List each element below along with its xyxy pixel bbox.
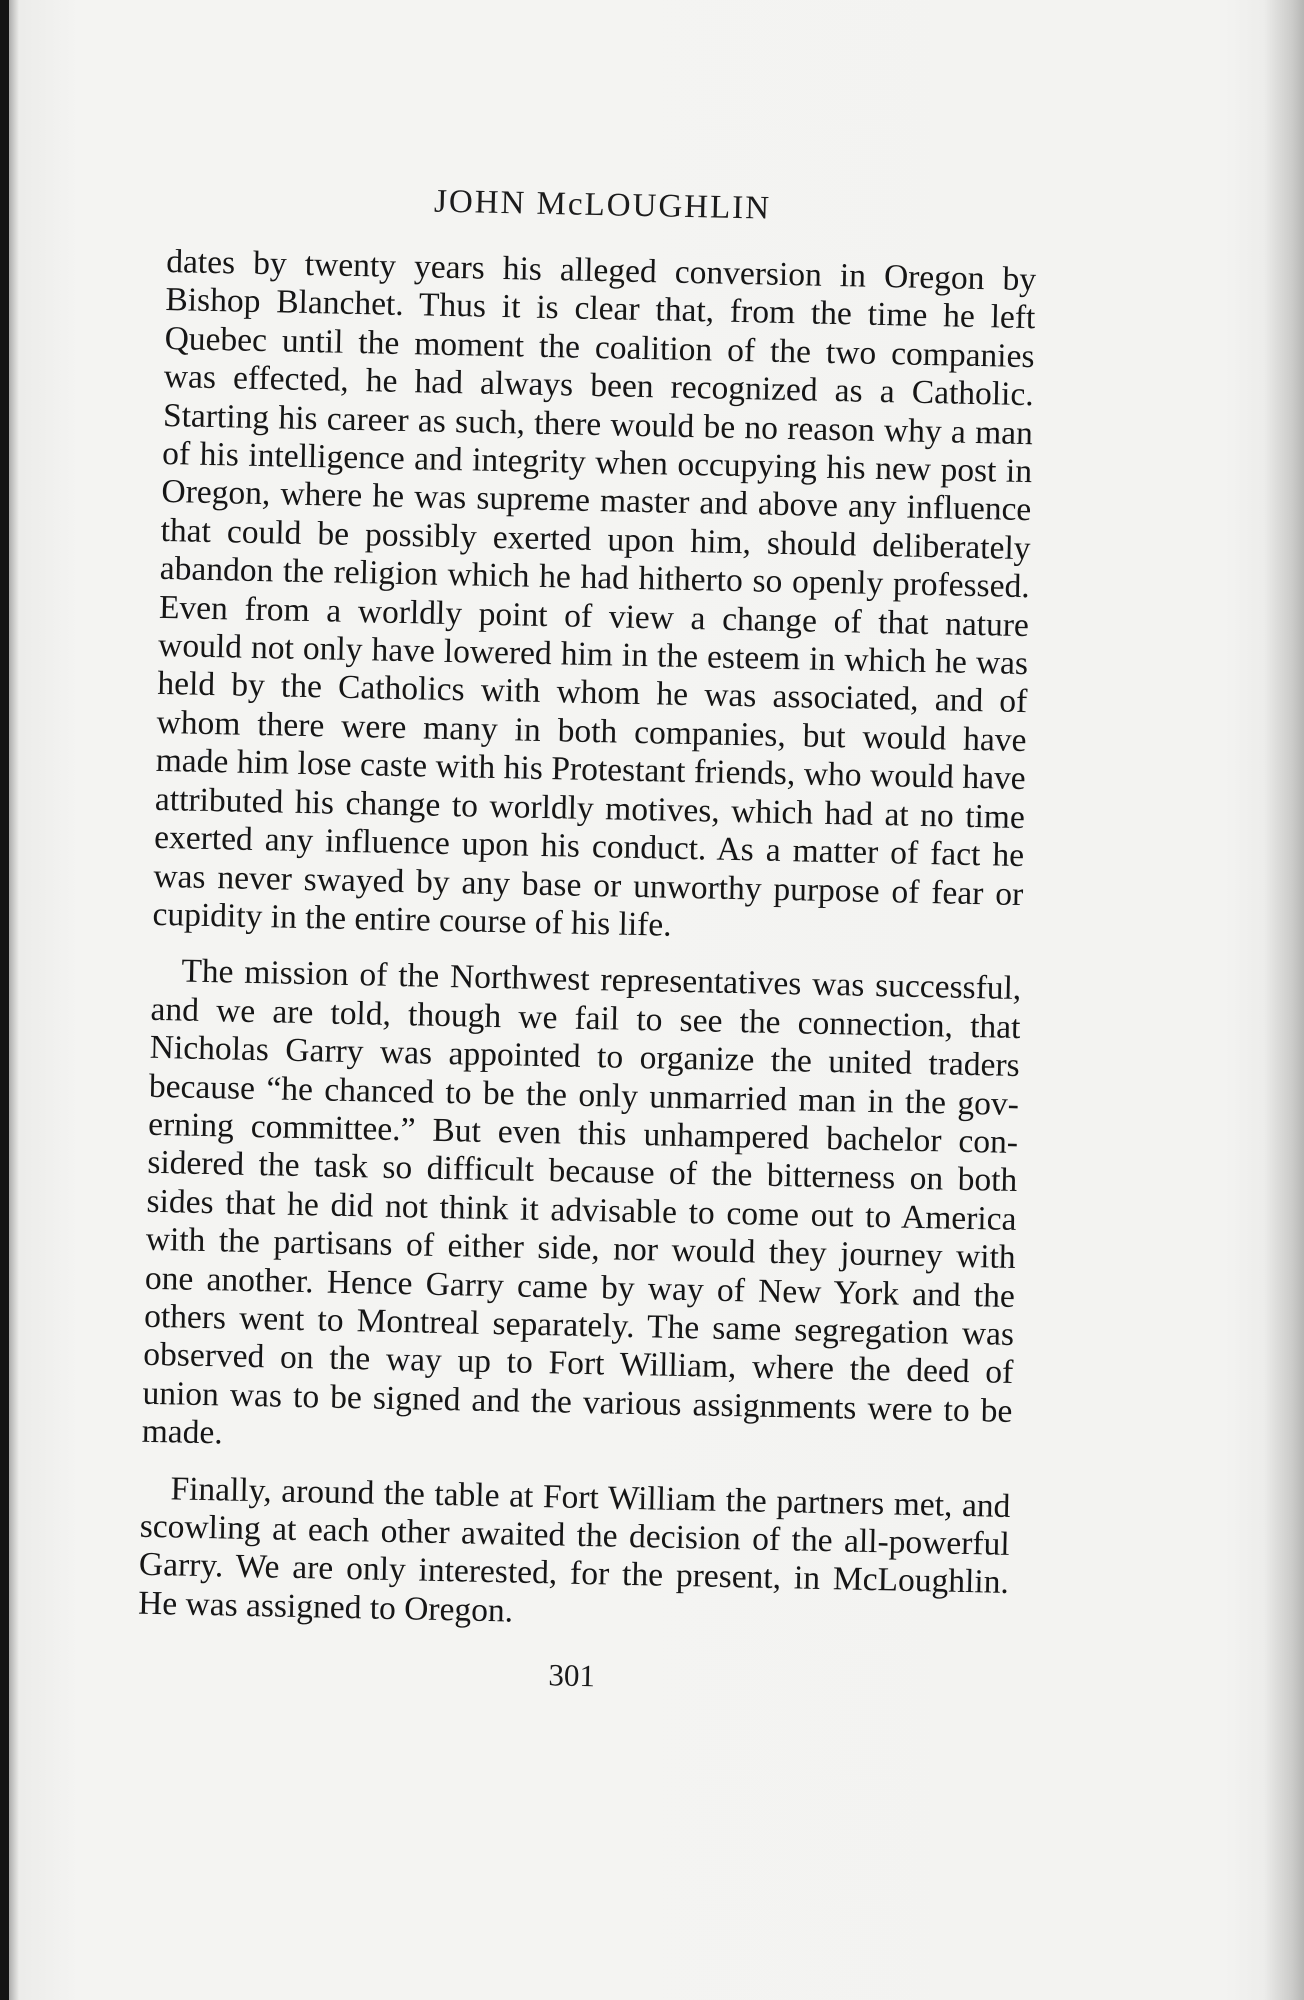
scan-right-edge	[1264, 0, 1304, 2000]
scan-left-edge	[0, 0, 9, 2000]
paragraph-3: Finally, around the table at Fort William the partners met, and scowling at each other awaited the decision of the all-powerful Garry. We are only interested, for the present, in McLoughlin. He was assigned to Oregon.	[137, 1469, 1011, 1630]
running-head: JOHN McLOUGHLIN	[433, 183, 772, 227]
scan-left-shadow	[9, 0, 19, 2000]
paragraph-2: The mission of the Northwest representatives was successful, and we are told, though we fail to see the connection, that Nicholas Garry was appointed to organize the united traders because “he chanced to be the only unmarried man in the governing committee.” But even this unhampered bachelor considered the task so difficult because of the bitterness on both sides that he did not think it advisable to come out to America with the partisans of either side, nor would they journey with one another. Hence Garry came by way of New York and the others went to Montreal separately. The same segregation was observed on the way up to Fort William, where the deed of union was to be signed and the various assignments were to be made.	[141, 952, 1022, 1452]
page-number: 301	[548, 1657, 596, 1694]
paragraph-1: dates by twenty years his alleged conversion in Oregon by Bishop Blanchet. Thus it is clear that, from the time he left Quebec until the moment the coalition of the two companies was effected, he had always been recognized as a Catholic. Starting his career as such, there would be no reason why a man of his intelligence and integrity when occupying his new post in Oregon, where he was supreme master and above any influence that could be possibly exerted upon him, should deliberately abandon the religion which he had hitherto so openly professed. Even from a worldly point of view a change of that nature would not only have lowered him in the esteem in which he was held by the Catholics with whom he was associated, and of whom there were many in both companies, but would have made him lose caste with his Protestant friends, who would have attributed his change to worldly motives, which had at no time exerted any influence upon his conduct. As a matter of fact he was never swayed by any base or unworthy purpose of fear or cupidity in the entire course of his life.	[152, 242, 1037, 944]
text-block	[137, 180, 1038, 1700]
